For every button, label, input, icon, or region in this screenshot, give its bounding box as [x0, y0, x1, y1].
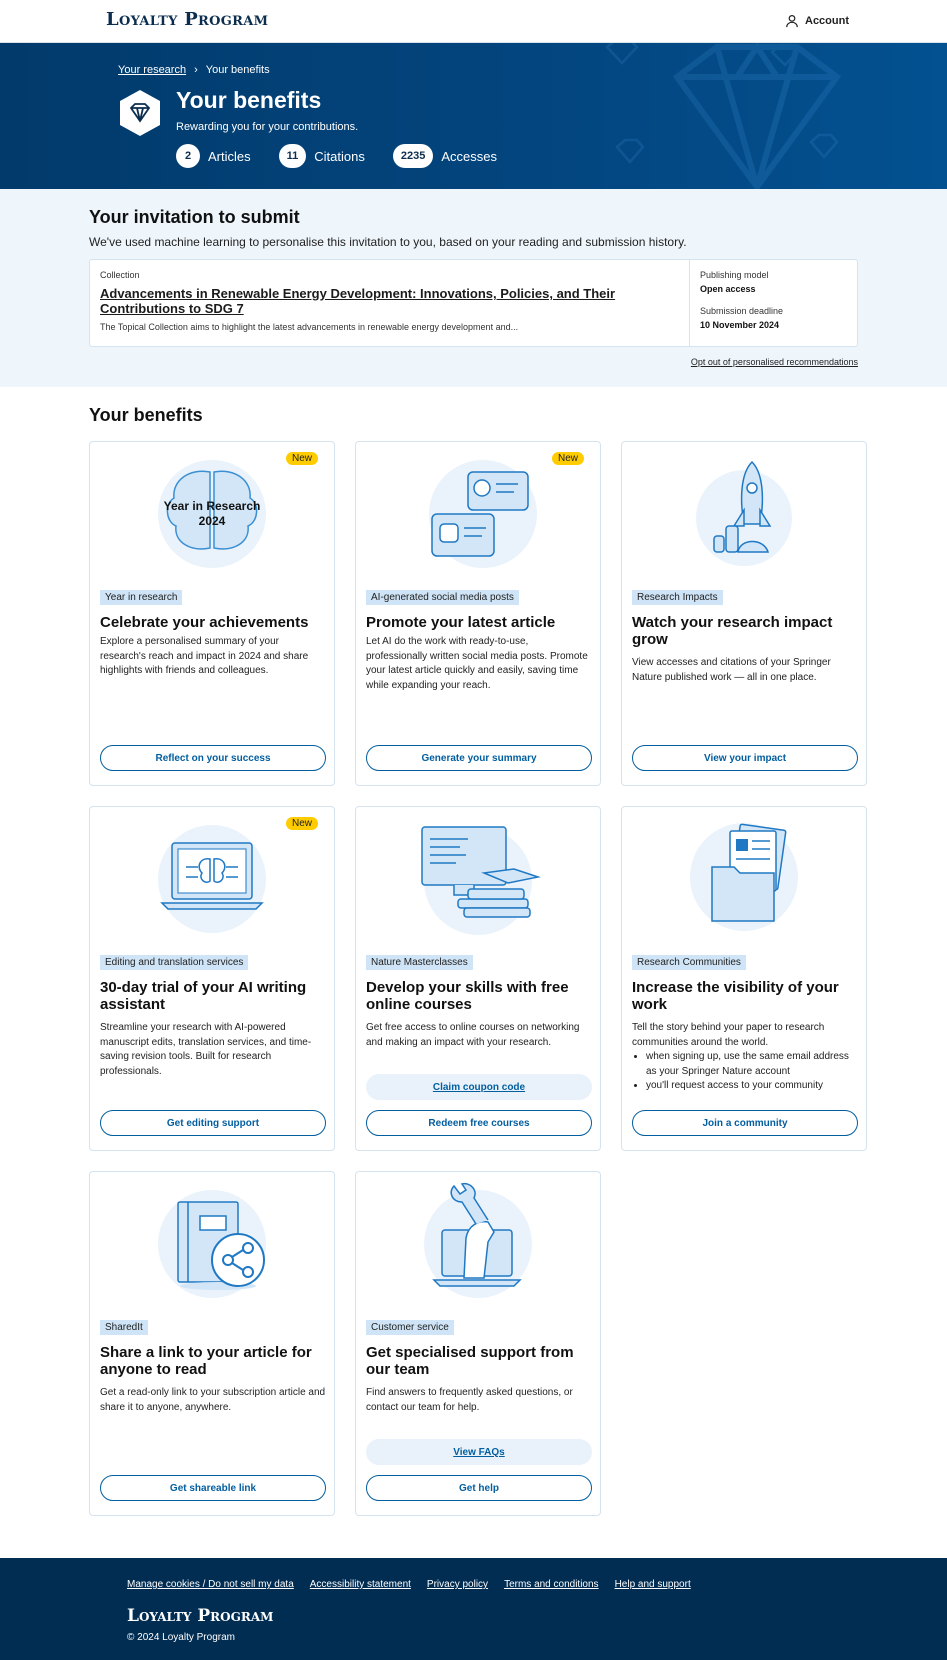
- chevron-right-icon: ›: [194, 64, 198, 76]
- stat-citations: [279, 144, 365, 168]
- card-title: 30-day trial of your AI writing assistant: [100, 979, 307, 1013]
- benefit-card-sharedit: [89, 1171, 335, 1516]
- view-faqs-link[interactable]: View FAQs: [366, 1439, 592, 1465]
- new-badge: New: [286, 817, 318, 830]
- brain-icon: [142, 452, 282, 572]
- breadcrumb-current: Your benefits: [205, 64, 270, 76]
- card-title: Promote your latest article: [366, 614, 556, 631]
- top-header: [0, 0, 947, 43]
- collection-card: [89, 259, 858, 347]
- list-item: • when signing up, use the same email address as your Springer Nature account: [646, 1050, 858, 1079]
- account-label: Account: [805, 15, 849, 27]
- benefit-card-communities: [621, 806, 867, 1151]
- footer: [0, 1558, 947, 1660]
- stat-label: Citations: [314, 148, 365, 164]
- collection-meta: [689, 260, 793, 346]
- page-subtitle: Rewarding you for your contributions.: [176, 121, 359, 133]
- card-title: Get specialised support from our team: [366, 1344, 574, 1378]
- get-help-button[interactable]: Get help: [366, 1475, 592, 1501]
- laptop-brain-icon: [142, 817, 282, 937]
- benefit-card-customer-service: [355, 1171, 601, 1516]
- chat-bubbles-icon: [408, 452, 548, 572]
- card-description: Find answers to frequently asked questions, or contact our team for help.: [366, 1387, 573, 1413]
- footer-link-privacy[interactable]: Privacy policy: [426, 1579, 489, 1590]
- benefit-card-research-impacts: [621, 441, 867, 786]
- card-title: Watch your research impact grow: [632, 614, 833, 648]
- page-title: Your benefits: [176, 87, 322, 113]
- collection-link[interactable]: Advancements in Renewable Energy Development: Innovations, Policies, and Their Contributions to SDG 7: [100, 286, 616, 316]
- card-tag: Customer service: [366, 1320, 454, 1335]
- card-description: [632, 1021, 858, 1094]
- stat-articles: [176, 144, 251, 168]
- footer-link-terms[interactable]: Terms and conditions: [504, 1579, 599, 1590]
- card-tag: Research Impacts: [632, 590, 723, 605]
- opt-out-link[interactable]: Opt out of personalised recommendations: [690, 357, 858, 367]
- card-description: Let AI do the work with ready-to-use, professionally written social media posts. Promote your latest article quickly and easily, saving time while expanding your reach.: [366, 636, 588, 691]
- benefit-card-social-posts: [355, 441, 601, 786]
- benefit-card-year-in-research: [89, 441, 335, 786]
- benefits-grid: [89, 441, 869, 1516]
- breadcrumb-your-research[interactable]: Your research: [118, 64, 187, 76]
- collection-kicker: Collection: [100, 270, 140, 280]
- card-tag: Editing and translation services: [100, 955, 248, 970]
- new-badge: New: [552, 452, 584, 465]
- card-tag: Research Communities: [632, 955, 746, 970]
- shareable-link-button[interactable]: Get shareable link: [100, 1475, 326, 1501]
- footer-links: [127, 1579, 691, 1590]
- footer-link-accessibility[interactable]: Accessibility statement: [309, 1579, 411, 1590]
- card-description-text: Tell the story behind your paper to research communities around the world.: [632, 1022, 825, 1048]
- publishing-model-label: Publishing model: [700, 270, 769, 280]
- user-icon: [785, 14, 799, 28]
- bullet-list: [646, 1050, 858, 1094]
- card-title: Celebrate your achievements: [100, 614, 309, 631]
- join-community-button[interactable]: Join a community: [632, 1110, 858, 1136]
- site-logo[interactable]: Loyalty Program: [106, 9, 269, 30]
- stat-label: Accesses: [441, 148, 497, 164]
- card-description: Get a read-only link to your subscription article and share it to anyone, anywhere.: [100, 1387, 326, 1413]
- card-description: Streamline your research with AI-powered manuscript edits, translation services, and time-saving revision tools. Built for research professionals.: [100, 1022, 312, 1077]
- footer-copyright: © 2024 Loyalty Program: [127, 1632, 235, 1643]
- footer-logo: Loyalty Program: [127, 1606, 274, 1626]
- hero-banner: [0, 43, 947, 189]
- invitation-subtitle: We've used machine learning to personalise this invitation to you, based on your reading and submission history.: [89, 235, 687, 249]
- new-badge: New: [286, 452, 318, 465]
- footer-link-help[interactable]: Help and support: [614, 1579, 691, 1590]
- deadline-value: 10 November 2024: [700, 320, 780, 330]
- benefit-card-editing: [89, 806, 335, 1151]
- card-title: Increase the visibility of your work: [632, 979, 839, 1013]
- diamond-badge-icon: [118, 89, 162, 137]
- card-description: Explore a personalised summary of your research's reach and impact in 2024 and share highlights with friends and colleagues.: [100, 636, 309, 676]
- generate-summary-button[interactable]: Generate your summary: [366, 745, 592, 771]
- rocket-icon: [674, 452, 814, 572]
- card-title: Share a link to your article for anyone to read: [100, 1344, 312, 1378]
- monitor-books-icon: [408, 817, 548, 937]
- view-impact-button[interactable]: View your impact: [632, 745, 858, 771]
- card-tag: SharedIt: [100, 1320, 148, 1335]
- card-title: Develop your skills with free online courses: [366, 979, 569, 1013]
- footer-link-cookies[interactable]: Manage cookies / Do not sell my data: [127, 1579, 294, 1590]
- card-tag: Year in research: [100, 590, 182, 605]
- claim-coupon-link[interactable]: Claim coupon code: [366, 1074, 592, 1100]
- wrench-laptop-icon: [408, 1182, 548, 1302]
- share-book-icon: [142, 1182, 282, 1302]
- list-item: • you'll request access to your community: [646, 1079, 858, 1094]
- stat-accesses: [393, 144, 497, 168]
- account-button[interactable]: [785, 14, 849, 28]
- redeem-courses-button[interactable]: Redeem free courses: [366, 1110, 592, 1136]
- editing-support-button[interactable]: Get editing support: [100, 1110, 326, 1136]
- folder-icon: [674, 817, 814, 937]
- year-in-research-text: Year in Research: [163, 499, 261, 513]
- breadcrumb: [118, 64, 270, 76]
- year-text: 2024: [198, 514, 226, 528]
- stat-value: 11: [279, 144, 307, 168]
- stats-row: [176, 144, 497, 168]
- stat-label: Articles: [208, 148, 251, 164]
- deadline-label: Submission deadline: [700, 306, 784, 316]
- collection-description: The Topical Collection aims to highlight the latest advancements in renewable energy development and...: [100, 322, 519, 332]
- card-tag: Nature Masterclasses: [366, 955, 473, 970]
- invitation-section: [0, 189, 947, 387]
- card-description: Get free access to online courses on networking and making an impact with your research.: [366, 1022, 580, 1048]
- stat-value: 2: [176, 144, 200, 168]
- card-tag: AI-generated social media posts: [366, 590, 519, 605]
- benefits-title: Your benefits: [89, 405, 203, 425]
- publishing-model-value: Open access: [700, 284, 756, 294]
- card-description: View accesses and citations of your Springer Nature published work — all in one place.: [632, 657, 831, 683]
- stat-value: 2235: [393, 144, 433, 168]
- diamond-decoration-icon: [597, 43, 857, 189]
- reflect-button[interactable]: Reflect on your success: [100, 745, 326, 771]
- benefit-card-masterclasses: [355, 806, 601, 1151]
- invitation-title: Your invitation to submit: [89, 207, 300, 227]
